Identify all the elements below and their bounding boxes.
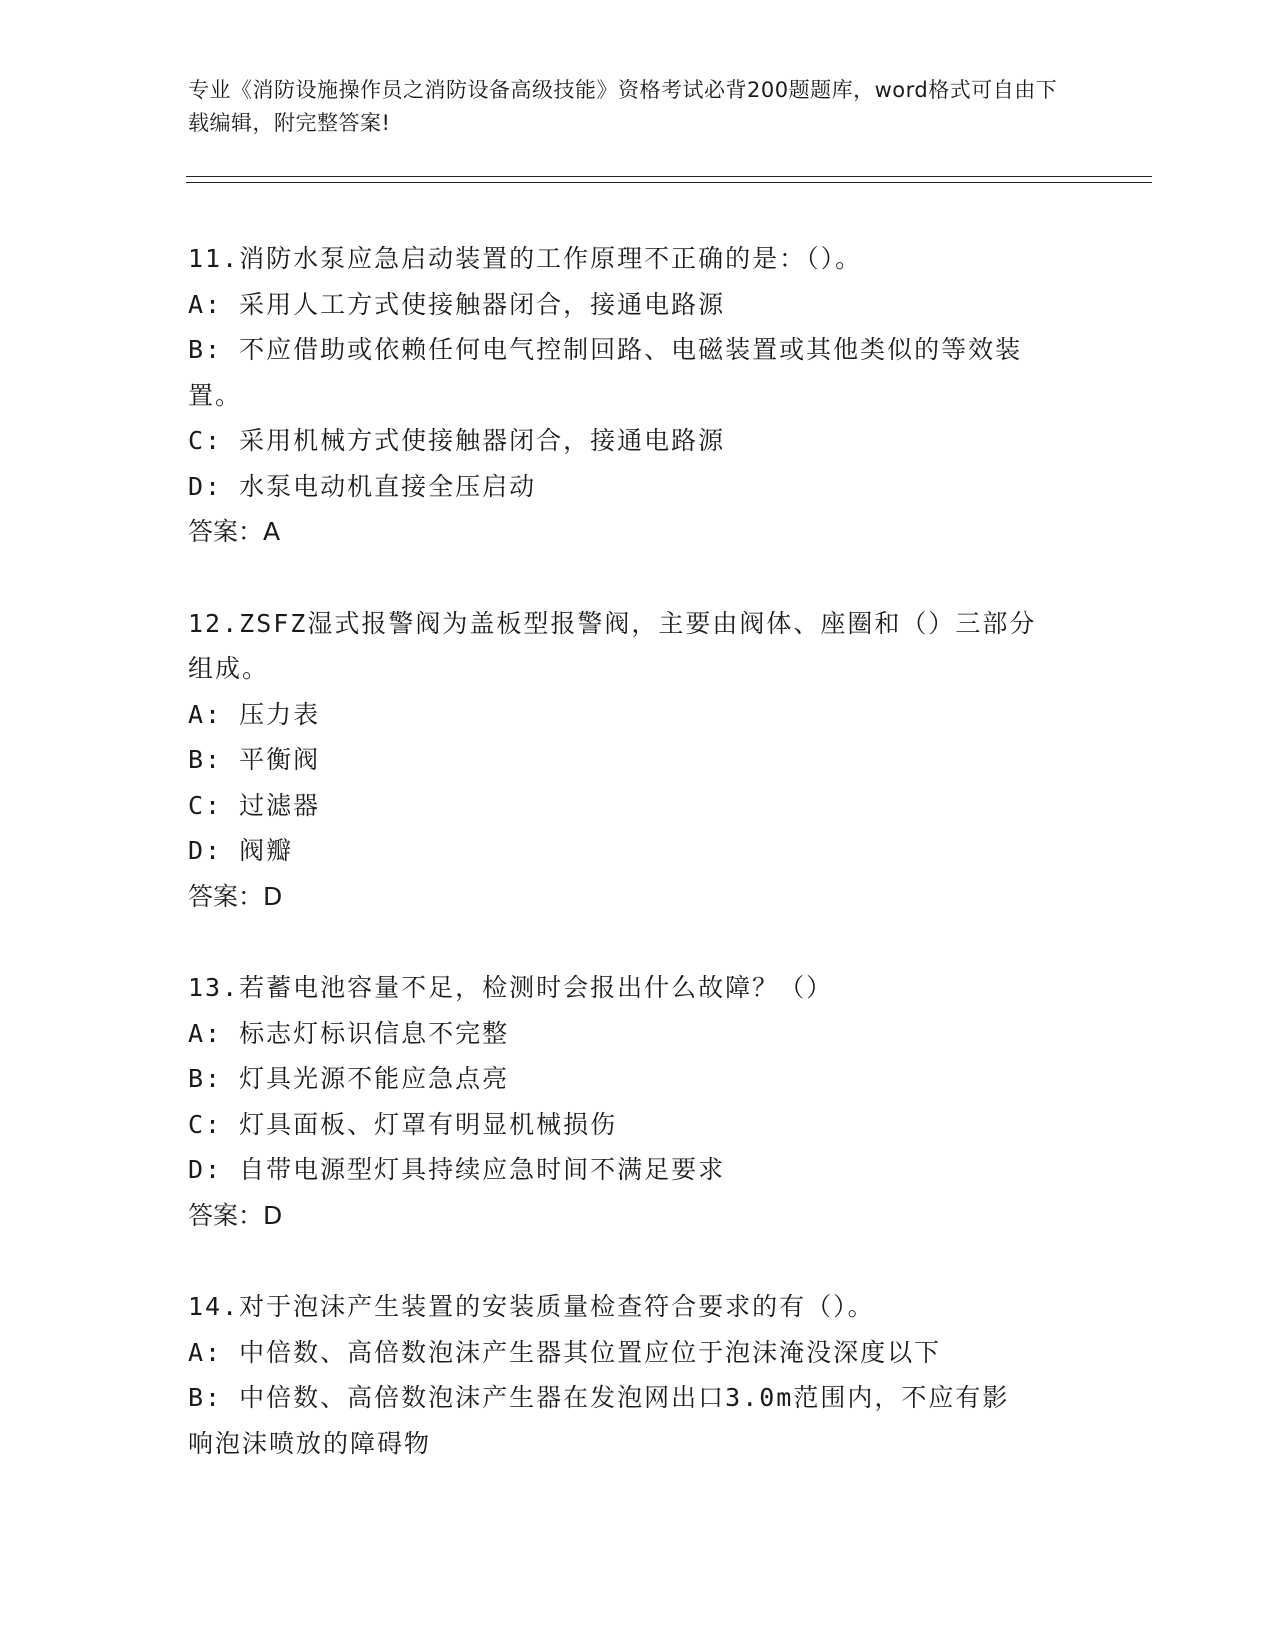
- option-a: A: 采用人工方式使接触器闭合，接通电路源: [188, 289, 726, 319]
- answer: 答案：A: [188, 517, 281, 546]
- option-c: C: 灯具面板、灯罩有明显机械损伤: [188, 1109, 618, 1139]
- option-d: D: 自带电源型灯具持续应急时间不满足要求: [188, 1155, 726, 1184]
- option-b: B: 灯具光源不能应急点亮: [188, 1064, 510, 1093]
- header-divider-bottom: [186, 182, 1152, 183]
- question-11: [188, 236, 1088, 555]
- question-list: [188, 236, 1088, 1466]
- option-b: B: 中倍数、高倍数泡沫产生器在发泡网出口3.0m范围内，不应有影: [188, 1383, 1010, 1412]
- option-d: D: 阀瓣: [188, 836, 294, 865]
- option-a: A: 压力表: [188, 699, 321, 729]
- question-13: [188, 965, 1088, 1238]
- question-stem: 11.消防水泵应急启动装置的工作原理不正确的是：（）。: [188, 244, 863, 273]
- option-b-continued: 响泡沫喷放的障碍物: [188, 1428, 432, 1458]
- question-stem-continued: 组成。: [188, 654, 270, 683]
- answer: 答案：D: [188, 1200, 283, 1230]
- answer: 答案：D: [188, 881, 283, 911]
- option-b: B: 平衡阀: [188, 745, 321, 774]
- option-b: B: 不应借助或依赖任何电气控制回路、电磁装置或其他类似的等效装: [188, 335, 1023, 364]
- header-divider-top: [186, 176, 1152, 177]
- option-b-continued: 置。: [188, 380, 243, 410]
- question-stem: 12.ZSFZ湿式报警阀为盖板型报警阀，主要由阀体、座圈和（）三部分: [188, 608, 1037, 638]
- question-stem: 13.若蓄电池容量不足，检测时会报出什么故障？（）: [188, 973, 834, 1002]
- option-d: D: 水泵电动机直接全压启动: [188, 471, 537, 501]
- document-header: 专业《消防设施操作员之消防设备高级技能》资格考试必背200题题库，word格式可自由下载编辑，附完整答案!: [188, 78, 1058, 135]
- question-stem: 14.对于泡沫产生装置的安装质量检查符合要求的有（）。: [188, 1292, 875, 1321]
- option-a: A: 中倍数、高倍数泡沫产生器其位置应位于泡沫淹没深度以下: [188, 1337, 942, 1367]
- option-c: C: 过滤器: [188, 790, 321, 820]
- option-c: C: 采用机械方式使接触器闭合，接通电路源: [188, 426, 726, 455]
- option-a: A: 标志灯标识信息不完整: [188, 1018, 510, 1048]
- question-14: [188, 1284, 1088, 1466]
- question-12: [188, 601, 1088, 920]
